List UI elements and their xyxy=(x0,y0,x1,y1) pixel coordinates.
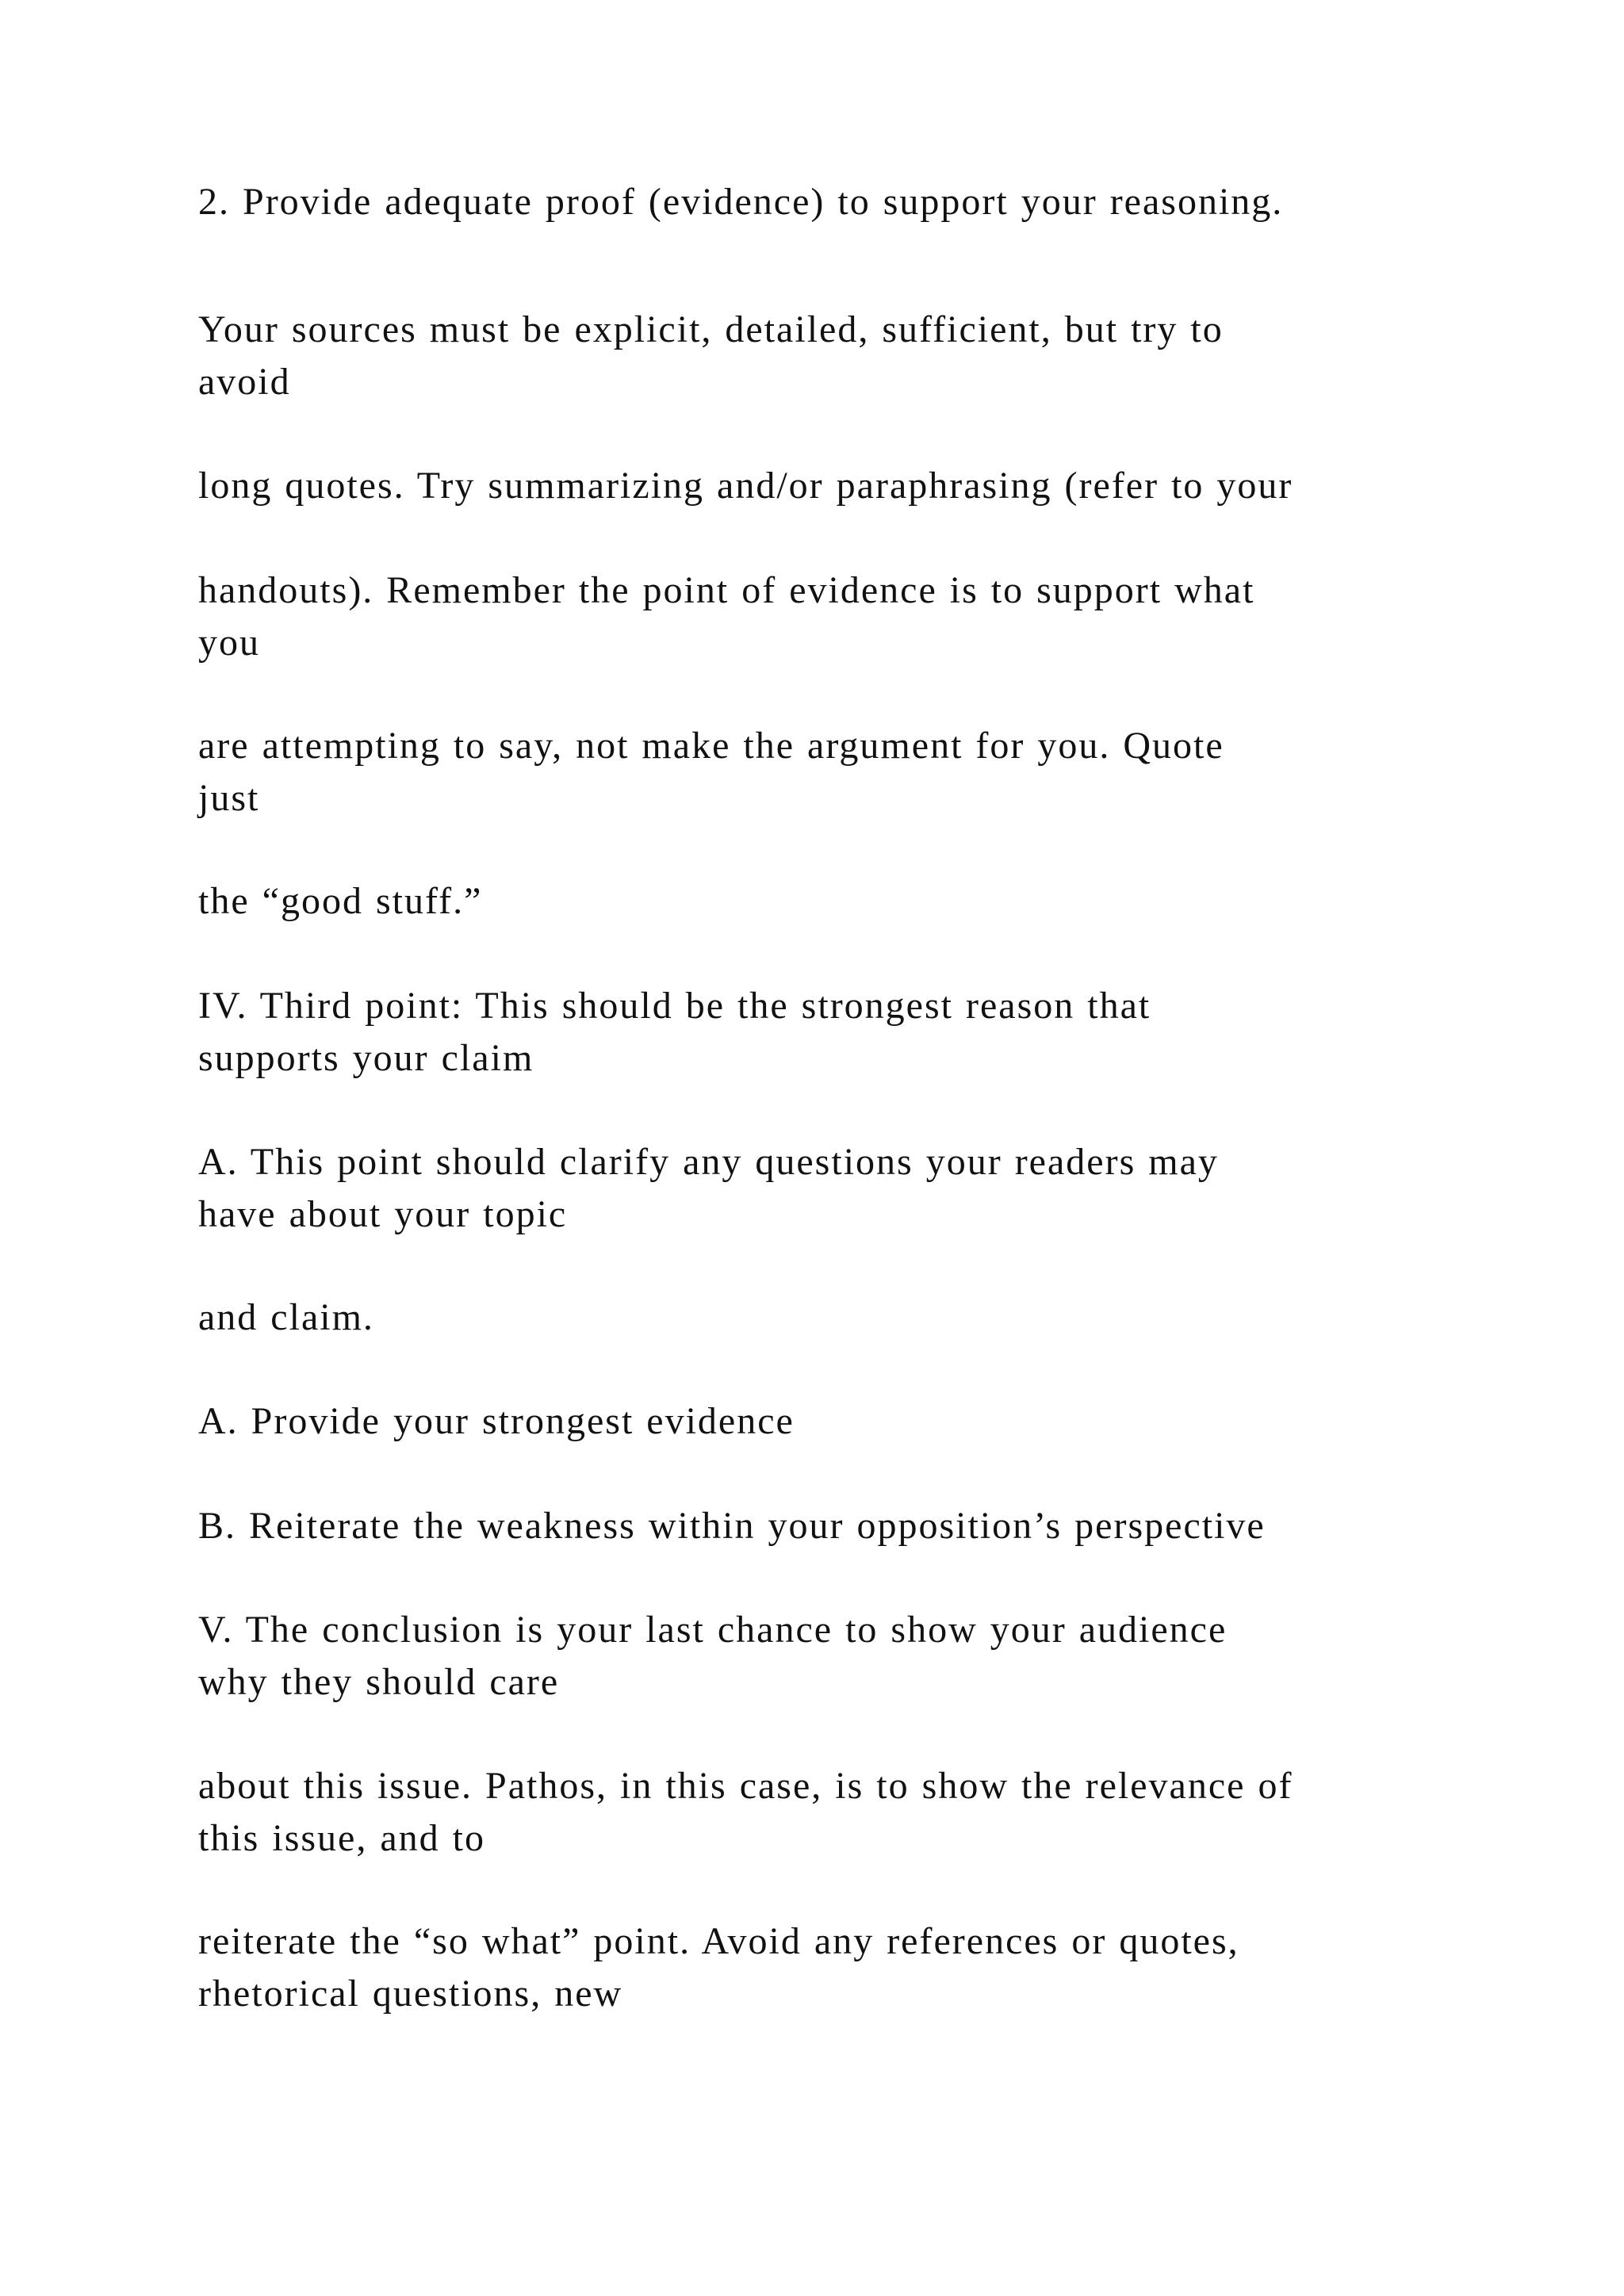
paragraph-13 xyxy=(198,1760,1546,1865)
text-line: and claim. xyxy=(198,1296,374,1338)
text-line: have about your topic xyxy=(198,1193,568,1235)
paragraph-5 xyxy=(198,720,1546,825)
paragraph-11 xyxy=(198,1500,1546,1552)
text-line: about this issue. Pathos, in this case, is to show the relevance of xyxy=(198,1765,1293,1807)
text-line: supports your claim xyxy=(198,1037,534,1079)
text-line: avoid xyxy=(198,361,291,403)
text-line: this issue, and to xyxy=(198,1817,485,1859)
paragraph-3 xyxy=(198,460,1546,512)
text-line: 2. Provide adequate proof (evidence) to support your reasoning. xyxy=(198,181,1284,223)
text-line: the “good stuff.” xyxy=(198,880,483,922)
text-line: Your sources must be explicit, detailed, sufficient, but try to xyxy=(198,308,1224,350)
text-line: are attempting to say, not make the argument for you. Quote xyxy=(198,725,1224,767)
text-line: handouts). Remember the point of evidence is to support what xyxy=(198,569,1255,611)
paragraph-12 xyxy=(198,1604,1546,1709)
text-line: why they should care xyxy=(198,1661,560,1703)
paragraph-14 xyxy=(198,1915,1546,2020)
paragraph-6 xyxy=(198,875,1546,928)
text-line: reiterate the “so what” point. Avoid any references or quotes, xyxy=(198,1920,1239,1962)
paragraph-8 xyxy=(198,1136,1546,1241)
text-line: you xyxy=(198,622,260,664)
text-line: A. This point should clarify any questions your readers may xyxy=(198,1141,1219,1183)
text-line: rhetorical questions, new xyxy=(198,1973,623,2015)
paragraph-4 xyxy=(198,564,1546,669)
text-line: just xyxy=(198,777,260,819)
text-line: V. The conclusion is your last chance to show your audience xyxy=(198,1609,1228,1651)
paragraph-1 xyxy=(198,176,1546,228)
text-line: long quotes. Try summarizing and/or paraphrasing (refer to your xyxy=(198,465,1293,507)
text-line: A. Provide your strongest evidence xyxy=(198,1400,795,1442)
text-line: IV. Third point: This should be the strongest reason that xyxy=(198,985,1151,1027)
paragraph-9 xyxy=(198,1292,1546,1344)
paragraph-7 xyxy=(198,980,1546,1085)
paragraph-10 xyxy=(198,1395,1546,1448)
paragraph-2 xyxy=(198,304,1546,408)
text-line: B. Reiterate the weakness within your opposition’s perspective xyxy=(198,1505,1266,1547)
